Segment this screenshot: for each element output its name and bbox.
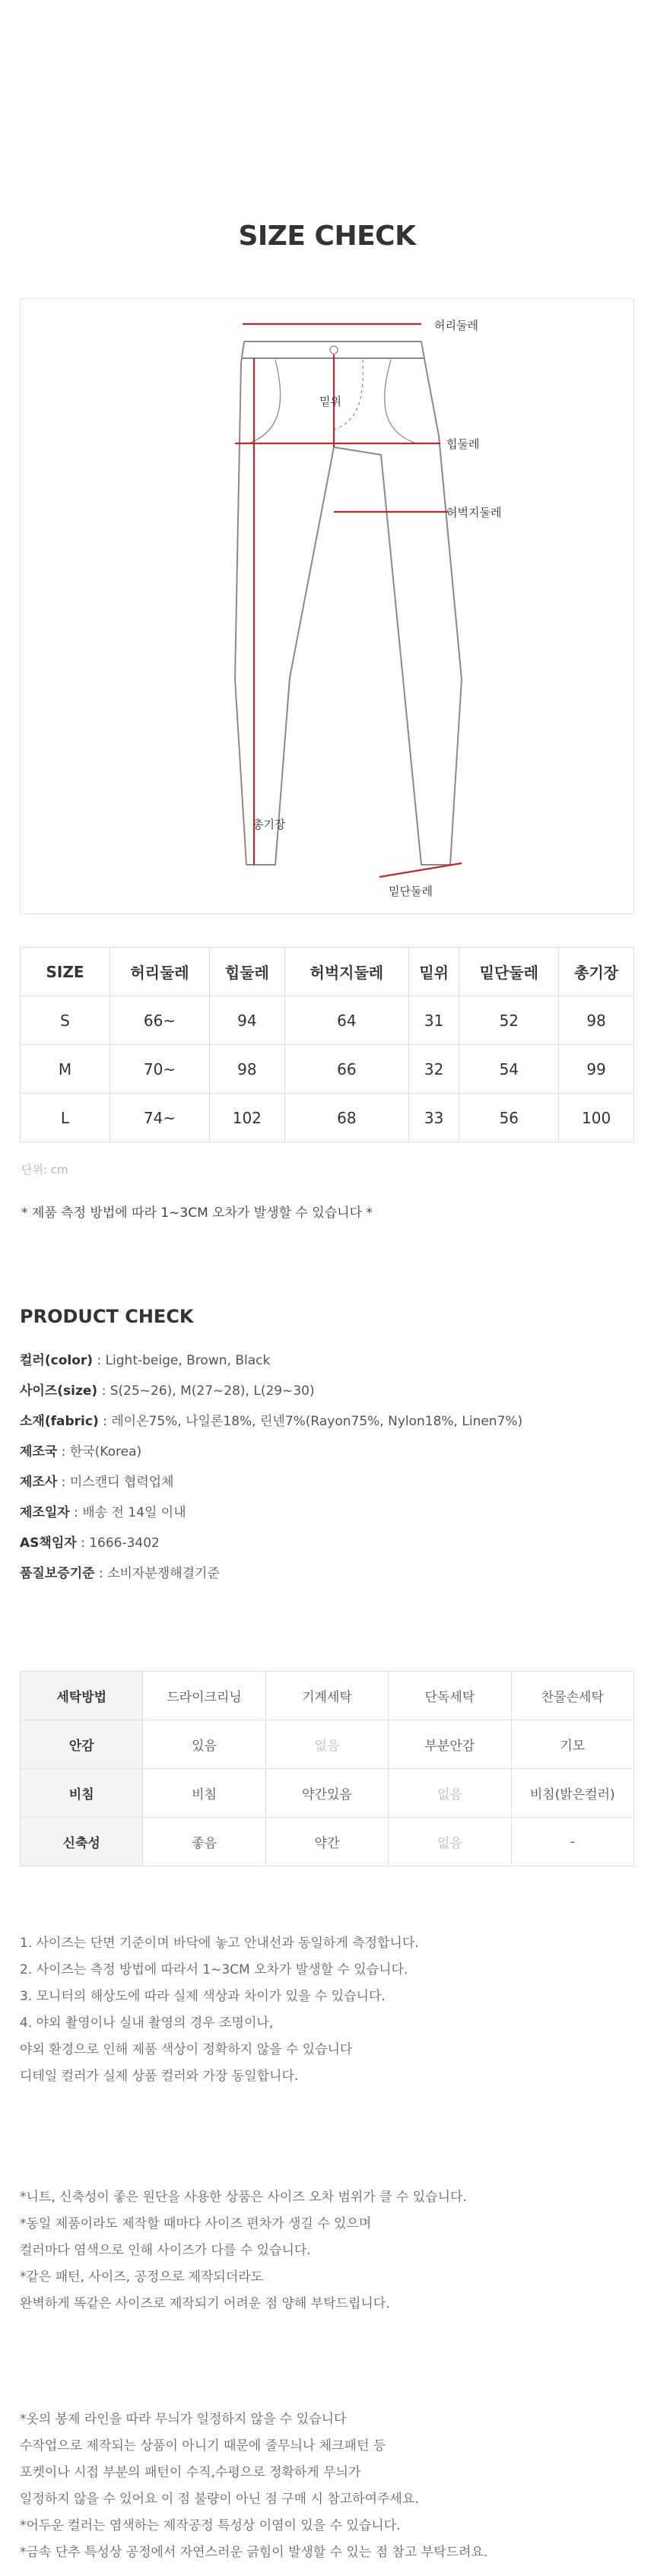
product-check-title: PRODUCT CHECK [20, 1306, 194, 1327]
product-check-list [20, 1351, 522, 1594]
care-cell: 기계세탁 [265, 1672, 388, 1720]
size-cell: 56 [459, 1094, 559, 1142]
product-info-row [20, 1564, 522, 1594]
note-line: *니트, 신축성이 좋은 원단을 사용한 상품은 사이즈 오차 범위가 클 수 있습니다. [20, 2190, 467, 2205]
care-cell: 단독세탁 [389, 1672, 511, 1720]
note-line: 디테일 컬러가 실제 상품 컬러와 가장 동일합니다. [20, 2069, 299, 2084]
table-row [21, 996, 634, 1045]
product-info-value: : 1666-3402 [76, 1536, 160, 1551]
table-row [21, 1818, 634, 1866]
product-info-row [20, 1351, 522, 1381]
product-info-value: : 미스캔디 협력업체 [57, 1475, 174, 1490]
care-table [20, 1671, 634, 1866]
size-cell: 98 [559, 996, 634, 1045]
hem-measure-line [379, 863, 462, 877]
care-cell: 없음 [265, 1720, 388, 1769]
product-info-value: : 한국(Korea) [57, 1444, 142, 1460]
size-cell: 31 [408, 996, 459, 1045]
size-cell: 66~ [110, 996, 210, 1045]
size-cell: 94 [209, 996, 284, 1045]
pants-outline [235, 341, 462, 865]
size-cell: 68 [284, 1094, 408, 1142]
unit-label: 단위: cm [21, 1163, 68, 1177]
product-info-row [20, 1503, 522, 1533]
size-cell: 99 [559, 1045, 634, 1094]
size-cell: 70~ [110, 1045, 210, 1094]
care-row-header: 안감 [21, 1720, 143, 1769]
product-info-row [20, 1472, 522, 1503]
size-header-cell: 허리둘레 [110, 948, 210, 996]
table-row [21, 1720, 634, 1769]
notes-general [20, 1930, 419, 2090]
note-line: *동일 제품이라도 제작할 때마다 사이즈 편차가 생길 수 있으며 [20, 2216, 372, 2231]
product-info-row [20, 1412, 522, 1442]
size-cell: L [21, 1094, 110, 1142]
notes-size-variance [20, 2184, 467, 2317]
size-header-cell: SIZE [21, 948, 110, 996]
note-line: *금속 단추 특성상 공정에서 자연스러운 긁힘이 발생할 수 있는 점 참고 부탁드려요. [20, 2545, 488, 2560]
size-cell: S [21, 996, 110, 1045]
product-info-value: : S(25~26), M(27~28), L(29~30) [97, 1383, 315, 1399]
care-cell: 찬물손세탁 [511, 1672, 633, 1720]
note-line: 컬러마다 염색으로 인해 사이즈가 다를 수 있습니다. [20, 2243, 311, 2258]
care-cell: 좋음 [143, 1818, 265, 1866]
care-cell: 약간 [265, 1818, 388, 1866]
care-cell: 기모 [511, 1720, 633, 1769]
product-info-key: 소재(fabric) [20, 1414, 99, 1429]
product-info-key: 제조국 [20, 1444, 58, 1460]
table-row [21, 1769, 634, 1818]
size-cell: 102 [209, 1094, 284, 1142]
product-info-key: 사이즈(size) [20, 1383, 98, 1399]
product-info-value: : Light-beige, Brown, Black [93, 1353, 271, 1368]
size-header-cell: 밑위 [408, 948, 459, 996]
size-header-cell: 총기장 [559, 948, 634, 996]
care-cell: 없음 [389, 1818, 511, 1866]
care-cell: 비침(밝은컬러) [511, 1769, 633, 1818]
note-line: 수작업으로 제작되는 상품이 아니기 때문에 줄무늬나 체크패턴 등 [20, 2438, 386, 2454]
size-cell: 100 [559, 1094, 634, 1142]
size-cell: 52 [459, 996, 559, 1045]
table-row [21, 1045, 634, 1094]
size-diagram [20, 298, 634, 914]
care-cell: - [511, 1818, 633, 1866]
page-title: SIZE CHECK [238, 221, 416, 252]
product-info-key: 제조일자 [20, 1505, 70, 1520]
product-info-value: : 소비자분쟁해결기준 [94, 1566, 220, 1581]
size-header-cell: 힙둘레 [209, 948, 284, 996]
note-line: 1. 사이즈는 단면 기준이며 바닥에 놓고 안내선과 동일하게 측정합니다. [20, 1936, 419, 1951]
size-cell: 64 [284, 996, 408, 1045]
care-cell: 있음 [143, 1720, 265, 1769]
care-cell: 없음 [389, 1769, 511, 1818]
note-line: 2. 사이즈는 측정 방법에 따라서 1~3CM 오차가 발생할 수 있습니다. [20, 1962, 408, 1977]
size-cell: M [21, 1045, 110, 1094]
note-line: *같은 패턴, 사이즈, 공정으로 제작되더라도 [20, 2269, 264, 2285]
product-info-key: 컬러(color) [20, 1353, 94, 1368]
size-cell: 98 [209, 1045, 284, 1094]
product-info-row [20, 1381, 522, 1412]
rise-label: 밑위 [319, 395, 341, 408]
hem-label: 밑단둘레 [389, 885, 433, 898]
care-cell: 비침 [143, 1769, 265, 1818]
care-cell: 드라이크리닝 [143, 1672, 265, 1720]
note-line: 3. 모니터의 해상도에 따라 실제 색상과 차이가 있을 수 있습니다. [20, 1989, 386, 2004]
product-info-value: : 배송 전 14일 이내 [69, 1505, 186, 1520]
notes-pattern [20, 2406, 487, 2566]
thigh-label: 허벅지둘레 [446, 506, 502, 519]
pants-illustration [21, 299, 635, 915]
table-row [21, 1094, 634, 1142]
note-line: 야외 환경으로 인해 제품 색상이 정확하지 않을 수 있습니다 [20, 2042, 353, 2057]
care-row-header: 신축성 [21, 1818, 143, 1866]
note-line: 포켓이나 시접 부분의 패턴이 수직,수평으로 정확하게 무늬가 [20, 2465, 361, 2480]
length-label: 총기장 [252, 818, 286, 831]
hip-label: 힙둘레 [446, 437, 480, 451]
size-cell: 33 [408, 1094, 459, 1142]
size-cell: 66 [284, 1045, 408, 1094]
size-table [20, 947, 634, 1142]
size-header-cell: 허벅지둘레 [284, 948, 408, 996]
note-line: 완벽하게 똑같은 사이즈로 제작되기 어려운 점 양해 부탁드립니다. [20, 2296, 390, 2311]
size-header-cell: 밑단둘레 [459, 948, 559, 996]
product-info-row [20, 1442, 522, 1472]
waist-label: 허리둘레 [434, 319, 478, 332]
note-line: *옷의 봉제 라인을 따라 무늬가 일정하지 않을 수 있습니다 [20, 2412, 347, 2427]
care-row-header: 비침 [21, 1769, 143, 1818]
care-cell: 부분안감 [389, 1720, 511, 1769]
product-info-key: AS책임자 [20, 1536, 77, 1551]
product-info-row [20, 1533, 522, 1564]
button [330, 346, 338, 354]
care-row-header: 세탁방법 [21, 1672, 143, 1720]
note-line: *어두운 컬러는 염색하는 제작공정 특성상 이염이 있을 수 있습니다. [20, 2518, 401, 2533]
product-info-key: 품질보증기준 [20, 1566, 95, 1581]
pocket-right [385, 360, 416, 443]
product-info-key: 제조사 [20, 1475, 58, 1490]
size-cell: 74~ [110, 1094, 210, 1142]
note-line: 4. 야외 촬영이나 실내 촬영의 경우 조명이나, [20, 2015, 274, 2031]
size-cell: 54 [459, 1045, 559, 1094]
note-line: 일정하지 않을 수 있어요 이 점 불량이 아닌 점 구매 시 참고하여주세요. [20, 2492, 419, 2507]
measurement-note: * 제품 측정 방법에 따라 1~3CM 오차가 발생할 수 있습니다 * [21, 1205, 373, 1221]
table-row [21, 1672, 634, 1720]
product-info-value: : 레이온75%, 나일론18%, 린넨7%(Rayon75%, Nylon18%, Linen7%) [98, 1414, 523, 1429]
size-cell: 32 [408, 1045, 459, 1094]
care-cell: 약간있음 [265, 1769, 388, 1818]
size-table-header-row [21, 948, 634, 996]
